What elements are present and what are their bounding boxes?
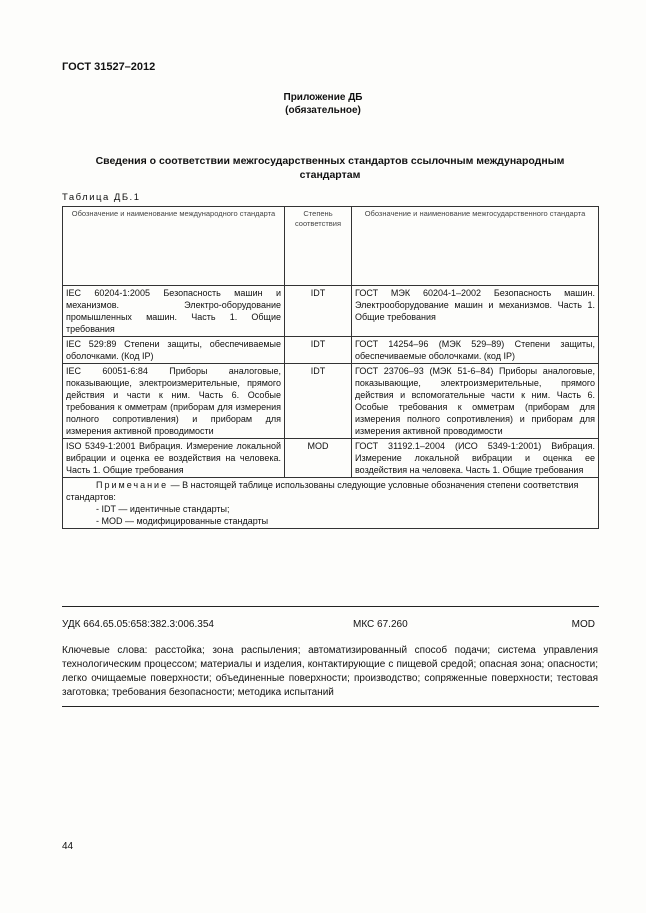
degree-cell: IDT bbox=[285, 364, 352, 439]
note-item-idt: - IDT — идентичные стандарты; bbox=[96, 504, 230, 514]
national-standard-cell: ГОСТ 23706–93 (МЭК 51-6–84) Приборы аналоговые, показывающие, электроизмерительные, прямого действия и вспомогательные части к ним. Часть 6. Особые требования к омметрам (приборам для измерения полного сопротивления) и приборам для измерения активной проводимости bbox=[352, 364, 599, 439]
intl-standard-cell: IEC 60204-1:2005 Безопасность машин и механизмов. Электро-оборудование промышленных машин. Часть 1. Общие требования bbox=[63, 286, 285, 337]
degree-cell: IDT bbox=[285, 337, 352, 364]
degree-cell: IDT bbox=[285, 286, 352, 337]
national-standard-cell: ГОСТ 14254–96 (МЭК 529–89) Степени защиты, обеспечиваемые оболочками. (код IP) bbox=[352, 337, 599, 364]
section-title-line1: Сведения о соответствии межгосударственных стандартов ссылочным международным bbox=[95, 155, 565, 167]
table-note bbox=[63, 478, 599, 529]
intl-standard-cell: ISO 5349-1:2001 Вибрация. Измерение локальной вибрации и оценка ее воздействия на человека. Часть 1. Общие требования bbox=[63, 439, 285, 478]
header-degree: Степень соответствия bbox=[285, 207, 352, 286]
mod-mark: MOD bbox=[571, 619, 595, 630]
footer-bottom-rule bbox=[62, 706, 599, 707]
appendix-heading bbox=[0, 91, 646, 117]
table-row bbox=[63, 439, 599, 478]
degree-cell: MOD bbox=[285, 439, 352, 478]
section-title-line2: стандартам bbox=[299, 169, 361, 181]
table-label: Таблица ДБ.1 bbox=[62, 192, 141, 203]
document-header: ГОСТ 31527–2012 bbox=[62, 61, 156, 73]
table-row bbox=[63, 337, 599, 364]
footer-top-rule bbox=[62, 606, 599, 607]
udc-code: УДК 664.65.05:658:382.3:006.354 bbox=[62, 619, 214, 630]
correspondence-table bbox=[62, 206, 599, 529]
note-text: — В настоящей таблице использованы следующие условные обозначения степени соответствия стандартов: bbox=[66, 480, 579, 502]
national-standard-cell: ГОСТ 31192.1–2004 (ИСО 5349-1:2001) Вибрация. Измерение локальной вибрации и оценка ее воздействия на человека. Часть 1. Общие требования bbox=[352, 439, 599, 478]
note-item-mod: - MOD — модифицированные стандарты bbox=[96, 516, 269, 526]
appendix-status: (обязательное) bbox=[285, 105, 361, 116]
header-intl-standard: Обозначение и наименование международного стандарта bbox=[63, 207, 285, 286]
note-paragraph bbox=[66, 479, 595, 503]
page-number: 44 bbox=[62, 841, 74, 852]
header-national-standard: Обозначение и наименование межгосударственного стандарта bbox=[352, 207, 599, 286]
appendix-title: Приложение ДБ bbox=[283, 92, 363, 103]
table-note-row bbox=[63, 478, 599, 529]
national-standard-cell: ГОСТ МЭК 60204-1–2002 Безопасность машин. Электрооборудование машин и механизмов. Часть 1. Общие требования bbox=[352, 286, 599, 337]
intl-standard-cell: IEC 60051-6:84 Приборы аналоговые, показывающие, электроизмерительные, прямого действия и части к ним. Часть 6. Особые требования к омметрам (приборам для измерения полного сопротивления) и приборам для измерения активной проводимости bbox=[63, 364, 285, 439]
table-row bbox=[63, 286, 599, 337]
table-row bbox=[63, 364, 599, 439]
note-label: Примечание bbox=[96, 480, 169, 490]
intl-standard-cell: IEC 529:89 Степени защиты, обеспечиваемые оболочками. (Код IP) bbox=[63, 337, 285, 364]
table-header-row bbox=[63, 207, 599, 286]
keywords: Ключевые слова: расстойка; зона распыления; автоматизированный способ подачи; система управления технологическим процессом; материалы и изделия, контактирующие с пищевой средой; опасная зона; опасности; легко очищаемые поверхности; объединенные поверхности; производство; сопряженные поверхности; тестовая заготовка; требования безопасности; методика испытаний bbox=[62, 645, 598, 698]
mks-code: МКС 67.260 bbox=[353, 619, 408, 630]
section-title bbox=[70, 154, 590, 182]
